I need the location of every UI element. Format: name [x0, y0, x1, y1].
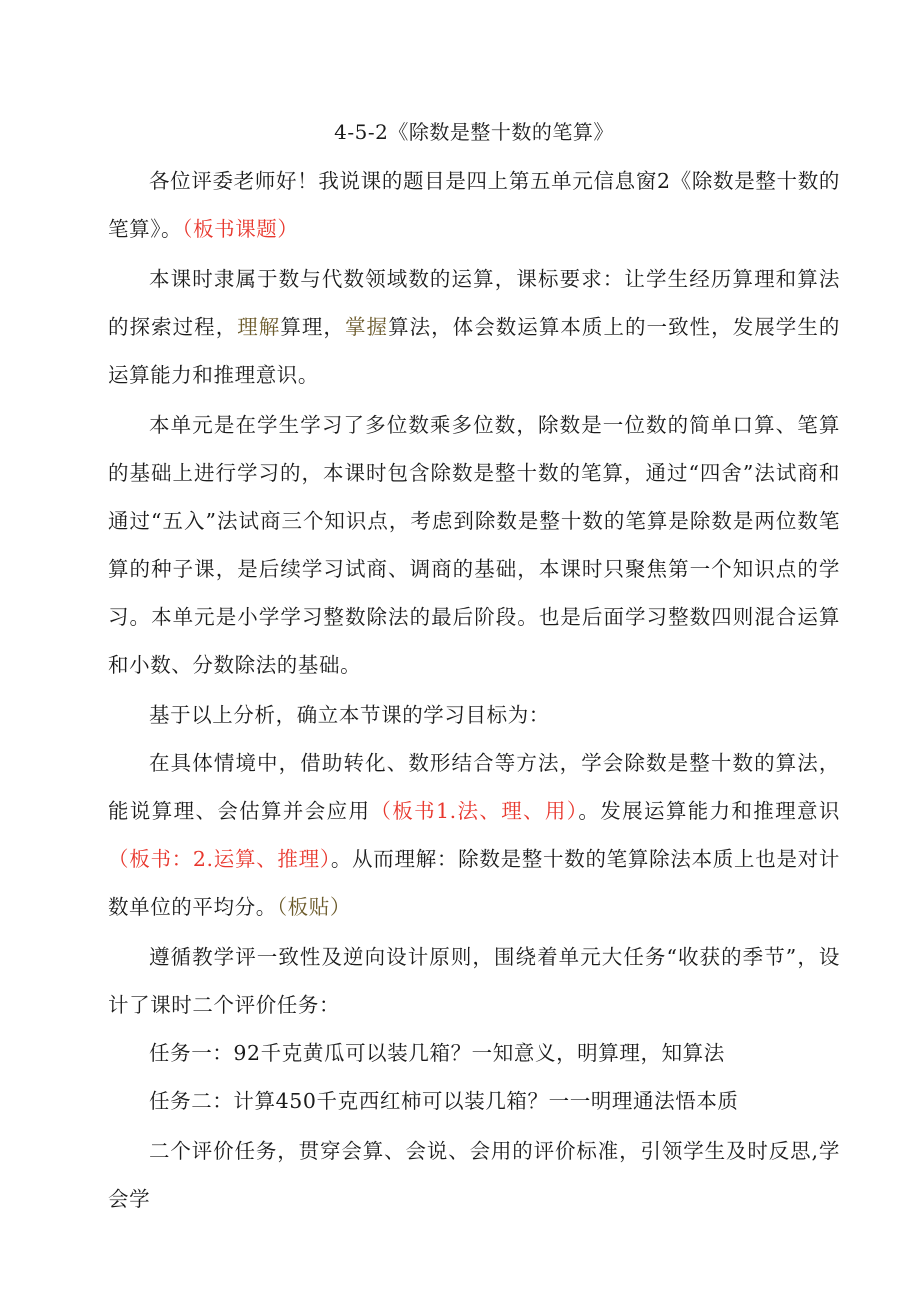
board-note-topic: （板书课题）	[182, 217, 299, 241]
objectives-text-2: 。发展运算能力和推理意识	[578, 799, 840, 823]
highlight-master: 掌握	[344, 315, 389, 339]
document-page	[108, 112, 840, 1223]
intro-paragraph	[108, 157, 840, 253]
curriculum-text-3: 算法，体会数运算本质上的一致性，发展学生的运算能力和推理意识。	[108, 315, 840, 387]
curriculum-paragraph	[108, 255, 840, 399]
board-note-method: （板书1.法、理、用）	[370, 799, 579, 823]
document-title: 4-5-2《除数是整十数的笔算》	[334, 120, 614, 144]
evaluation-paragraph: 二个评价任务，贯穿会算、会说、会用的评价标准，引领学生及时反思,学会学	[108, 1139, 840, 1211]
objectives-intro-paragraph: 基于以上分析，确立本节课的学习目标为：	[149, 703, 550, 727]
curriculum-text-1: 本课时隶属于数与代数领域数的运算，课标要求：让学生经历算理和算法的探索过程，	[108, 267, 840, 339]
highlight-understand: 理解	[237, 315, 281, 339]
objectives-text-3: 。从而理解：除数是整十数的笔算除法本质上也是对计数单位的平均分。	[108, 847, 840, 919]
unit-analysis-paragraph: 本单元是在学生学习了多位数乘多位数，除数是一位数的简单口算、笔算的基础上进行学习的，本课时包含除数是整十数的笔算，通过“四舍”法试商和通过“五入”法试商三个知识点，考虑到除数是整十数的笔算是除数是两位数笔算的种子课，是后续学习试商、调商的基础，本课时只聚焦第一个知识点的学习。本单元是小学学习整数除法的最后阶段。也是后面学习整数四则混合运算和小数、分数除法的基础。	[108, 413, 840, 677]
task-one: 任务一：92千克黄瓜可以装几箱？一知意义，明算理，知算法	[149, 1041, 725, 1065]
objectives-paragraph	[108, 739, 840, 931]
board-note-paste: （板贴）	[276, 895, 351, 919]
board-note-operation: （板书：2.运算、推理）	[108, 847, 331, 871]
intro-text: 各位评委老师好！我说课的题目是四上第五单元信息窗2《除数是整十数的笔算》。	[108, 169, 840, 241]
curriculum-text-2: 算理，	[280, 315, 345, 339]
design-principle-paragraph: 遵循教学评一致性及逆向设计原则，围绕着单元大任务“收获的季节”，设计了课时二个评价任务：	[108, 945, 840, 1017]
objectives-text-1: 在具体情境中，借助转化、数形结合等方法，学会除数是整十数的算法，能说算理、会估算并会应用	[108, 751, 840, 823]
task-two: 任务二：计算450千克西红柿可以装几箱？一一明理通法悟本质	[149, 1089, 739, 1113]
